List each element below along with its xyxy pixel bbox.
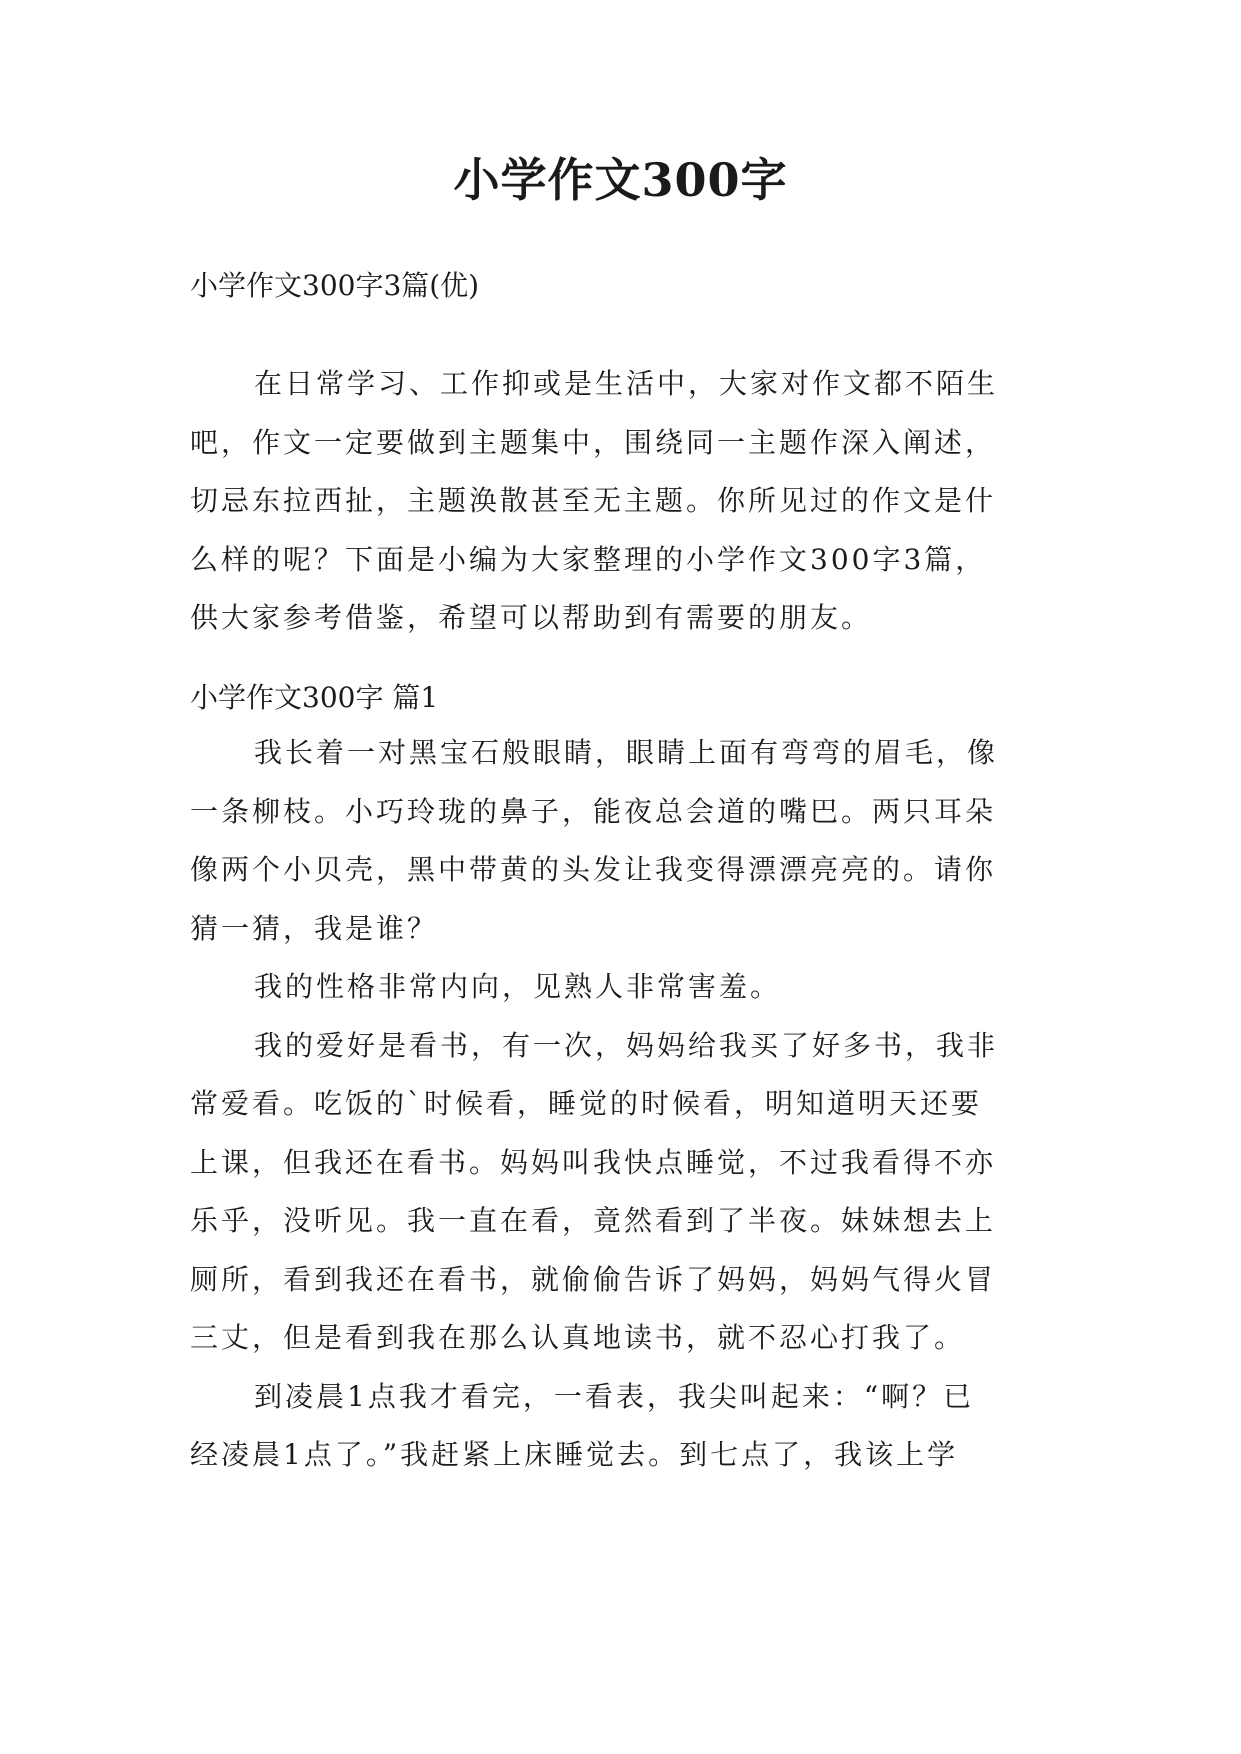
intro-line: 切忌东拉西扯，主题涣散甚至无主题。你所见过的作文是什	[190, 484, 997, 517]
paragraph-3-line: 三丈，但是看到我在那么认真地读书，就不忍心打我了。	[190, 1321, 966, 1354]
paragraph-3-line: 厕所，看到我还在看书，就偷偷告诉了妈妈，妈妈气得火冒	[190, 1262, 997, 1296]
paragraph-3-line: 乐乎，没听见。我一直在看，竟然看到了半夜。妹妹想去上	[190, 1204, 997, 1237]
essay-body	[190, 724, 1050, 1485]
paragraph-1-line: 像两个小贝壳，黑中带黄的头发让我变得漂漂亮亮的。请你	[190, 853, 997, 886]
section-heading-1: 小学作文300字 篇1	[190, 681, 439, 714]
document-title: 小学作文300字	[453, 153, 788, 207]
intro-line: 么样的呢？下面是小编为大家整理的小学作文300字3篇，	[190, 542, 987, 576]
paragraph-3-line: 常爱看。吃饭的`时候看，睡觉的时候看，明知道明天还要	[190, 1087, 983, 1120]
paragraph-4-line: 到凌晨1点我才看完，一看表，我尖叫起来：“啊？已	[254, 1379, 975, 1413]
paragraph-1-line: 我长着一对黑宝石般眼睛，眼睛上面有弯弯的眉毛，像	[254, 736, 999, 769]
paragraph-4-line: 经凌晨1点了。”我赶紧上床睡觉去。到七点了，我该上学	[190, 1438, 959, 1471]
document-subtitle: 小学作文300字3篇(优)	[190, 269, 480, 302]
paragraph-1-line: 猜一猜，我是谁？	[190, 911, 439, 945]
paragraph-2-line: 我的性格非常内向，见熟人非常害羞。	[254, 970, 782, 1003]
intro-line: 供大家参考借鉴，希望可以帮助到有需要的朋友。	[190, 601, 873, 634]
paragraph-3-line: 我的爱好是看书，有一次，妈妈给我买了好多书，我非	[254, 1028, 999, 1062]
intro-line: 吧，作文一定要做到主题集中，围绕同一主题作深入阐述，	[190, 425, 997, 459]
intro-paragraph	[190, 355, 1050, 648]
paragraph-3-line: 上课，但我还在看书。妈妈叫我快点睡觉，不过我看得不亦	[190, 1145, 997, 1179]
paragraph-1-line: 一条柳枝。小巧玲珑的鼻子，能夜总会道的嘴巴。两只耳朵	[190, 794, 997, 828]
intro-line: 在日常学习、工作抑或是生活中，大家对作文都不陌生	[254, 367, 999, 400]
